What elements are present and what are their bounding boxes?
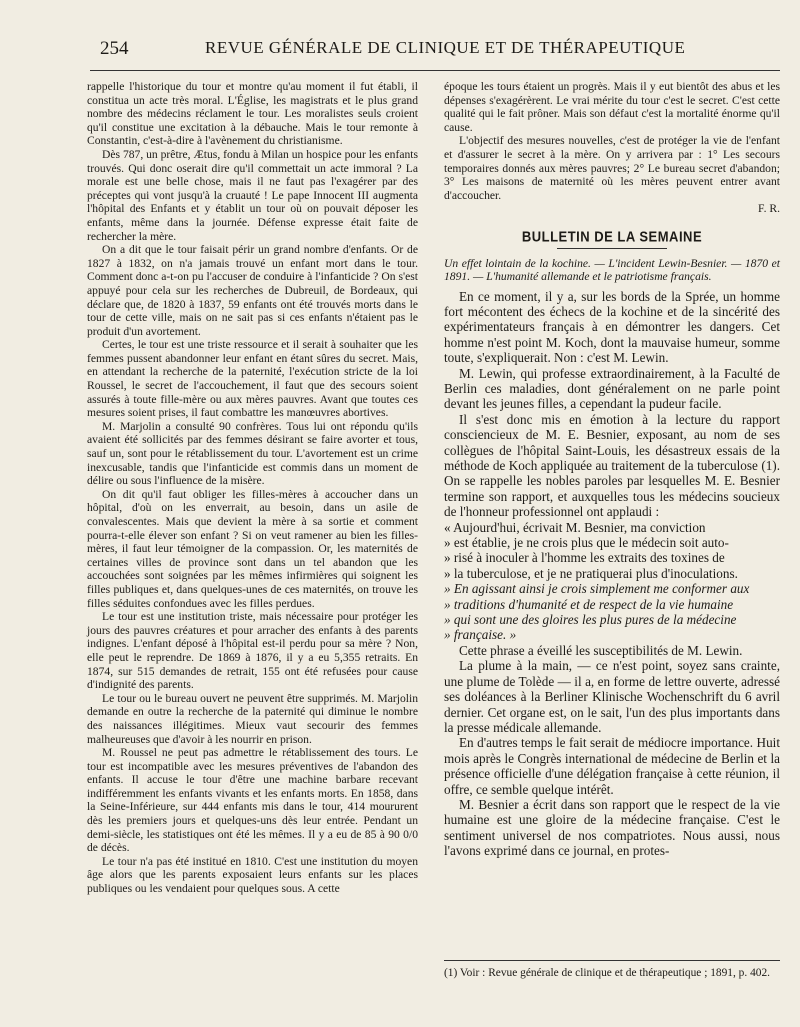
bulletin-paragraph: M. Lewin, qui professe extraordinairement, à la Faculté de Berlin ces maladies, dont généralement on ne parle point devant les jeunes filles, a cependant la pudeur facile. bbox=[444, 365, 780, 412]
quote-line: « Aujourd'hui, écrivait M. Besnier, ma conviction bbox=[444, 519, 706, 535]
bulletin-paragraph: En ce moment, il y a, sur les bords de la Sprée, un homme fort mécontent des échecs de la kochine et de la sincérité des expérimentateurs français à en démontrer les dangers. Cet homme n'est point M. Koch, dont la mauvaise humeur, somme toute, s'expliquerait. Non : c'est M. Lewin. bbox=[444, 288, 780, 366]
bulletin-subtitle: Un effet lointain de la kochine. — L'incident Lewin-Besnier. — 1870 et 1891. — L'humanité allemande et le patriotisme français. bbox=[444, 256, 780, 283]
bulletin-body bbox=[444, 289, 780, 859]
quote-line: » En agissant ainsi je crois simplement me conformer aux bbox=[444, 581, 750, 597]
body-paragraph: Dès 787, un prêtre, Ætus, fondu à Milan un hospice pour les enfants trouvés. Qui donc oserait dire qu'il commettait un acte immoral ? La morale est une belle chose, mais il ne faut pas l'exagérer par des préceptes qui vont jusqu'à la cruauté ! Le pape Innocent III augmenta l'hôpital des Enfants et y établit un tour où on pouvait déposer les enfants, même dans la journée. Défense expresse était faite de rechercher la mère. bbox=[87, 147, 418, 243]
quote-line: » traditions d'humanité et de respect de la vie humaine bbox=[444, 596, 734, 612]
bulletin-paragraph: M. Besnier a écrit dans son rapport que le respect de la vie humaine est une gloire de la médecine française. C'est le sentiment universel de nos compatriotes. Nous aussi, nous l'avons exprimé dans ce journal, en protes- bbox=[444, 796, 780, 859]
body-paragraph: rappelle l'historique du tour et montre qu'au moment il fut établi, il constitua un acte très moral. L'Église, les magistrats et le plus grand nombre des médecins réclament le tour. Les moralistes seuls croient qu'il constitue une excitation à la débauche. Mais le tour remonte à Constantin, c'est-à-dire à l'avènement du christianisme. bbox=[87, 80, 418, 148]
footnote: (1) Voir : Revue générale de clinique et de thérapeutique ; 1891, p. 402. bbox=[444, 960, 780, 980]
body-paragraph: époque les tours étaient un progrès. Mais il y eut bientôt des abus et les dépenses s'exagérèrent. Le vrai mérite du tour c'est le secret. C'est cette qualité qui le fait prôner. Mais son défaut c'est la mortalité énorme qu'il cause. bbox=[444, 80, 780, 134]
besnier-quote bbox=[444, 520, 780, 643]
right-column-top-text bbox=[444, 80, 780, 202]
body-paragraph: Le tour ou le bureau ouvert ne peuvent être supprimés. M. Marjolin demande en outre la recherche de la paternité qui diminue le nombre des naissances illégitimes. Mieux vaut secourir des femmes malheureuses que d'avoir à les nourrir en prison. bbox=[87, 691, 418, 746]
bulletin-rule bbox=[557, 248, 667, 249]
quote-line: » qui sont une des gloires les plus pures de la médecine bbox=[444, 612, 737, 628]
quote-line: » est établie, je ne crois plus que le médecin soit auto- bbox=[444, 535, 729, 551]
header-rule bbox=[90, 70, 780, 71]
quote-line: » la tuberculose, et je ne pratiquerai plus d'inoculations. bbox=[444, 565, 738, 581]
quote-line: » française. » bbox=[444, 627, 517, 643]
bulletin-paragraph: La plume à la main, — ce n'est point, soyez sans crainte, une plume de Tolède — il a, en forme de lettre ouverte, adressé ses doléances à la Berliner Klinische Wochenschrift du 6 avril dernier. Cet organe est, on le sait, l'un des plus importants dans la presse médicale allemande. bbox=[444, 658, 780, 735]
bulletin-paragraph: Il s'est donc mis en émotion à la lecture du rapport consciencieux de M. E. Besnier, exposant, au nom de ses collègues de l'hôpital Saint-Louis, les désastreux essais de la méthode de Koch appliquée au traitement de la tuberculose (1). On se rappelle les nobles paroles par lesquelles M. E. Besnier termine son rapport, et auxquelles tous les médecins soucieux de l'honneur professionnel ont applaudi : bbox=[444, 411, 780, 520]
left-column bbox=[87, 80, 418, 896]
page-header bbox=[70, 34, 780, 64]
body-paragraph: Le tour n'a pas été institué en 1810. C'est une institution du moyen âge alors que les parents exposaient leurs enfants sur les places publiques ou les vendaient pour quelques sous. A cette bbox=[87, 854, 418, 896]
quote-line: » risé à inoculer à l'homme les extraits des toxines de bbox=[444, 550, 725, 566]
journal-title: REVUE GÉNÉRALE DE CLINIQUE ET DE THÉRAPEUTIQUE bbox=[205, 38, 686, 57]
body-paragraph: Certes, le tour est une triste ressource et il serait à souhaiter que les femmes pussent abandonner leur enfant en étant sûres du secret. Mais, en attendant la recherche de la paternité, l'exécution stricte de la loi Roussel, le secret de l'accouchement, il faut que des secours soient assurés à toute fille-mère ou aux mères pauvres. Avant que toutes ces mesures soient prises, il faut combattre les manœuvres abortives. bbox=[87, 338, 418, 420]
right-column bbox=[444, 80, 780, 859]
page-number: 254 bbox=[100, 38, 129, 59]
signature: F. R. bbox=[758, 202, 780, 216]
body-paragraph: On dit qu'il faut obliger les filles-mères à accoucher dans un hôpital, d'où on les enverrait, au besoin, dans un asile de convalescentes. Mais que devient la mère à sa sortie et comment pourra-t-elle élever son enfant ? Si on veut ramener au bien les filles-mères, il faut leur témoigner de la compassion. Or, les maternités de certaines villes de province sont dans un tel abandon que les accouchées sont soignées par les mêmes infirmières qui soignent les filles publiques et, dans quelques-unes de ces maternités, on trouve les filles séduites confondues avec les filles perdues. bbox=[87, 487, 418, 610]
bulletin-paragraph: En d'autres temps le fait serait de médiocre importance. Huit mois après le Congrès international de médecine de Berlin et la présence officielle d'une délégation française à cette réunion, il offre, ce semble quelque intérêt. bbox=[444, 735, 780, 797]
bulletin-heading: BULLETIN DE LA SEMAINE bbox=[521, 228, 703, 245]
body-paragraph: Le tour est une institution triste, mais nécessaire pour protéger les jours des pauvres créatures et pour arracher des enfants à des parents indignes. L'enfant déposé à l'hôpital est-il perdu pour sa mère ? Non, elle peut le reprendre. De 1869 à 1876, il y a eu 5,355 retraits. En 1874, sur 515 demandes de retrait, 155 ont été refusées pour cause d'indignité des parents. bbox=[87, 610, 418, 692]
body-paragraph: L'objectif des mesures nouvelles, c'est de protéger la vie de l'enfant et d'assurer le secret à la mère. On y arrivera par : 1° Les secours temporaires donnés aux mères pauvres; 2° Le bureau secret d'abandon; 3° Les maisons de maternité où les mères peuvent entrer avant d'accoucher. bbox=[444, 134, 780, 202]
bulletin-paragraph: Cette phrase a éveillé les susceptibilités de M. Lewin. bbox=[459, 642, 743, 658]
body-paragraph: M. Roussel ne peut pas admettre le rétablissement des tours. Le tour est incompatible avec les mesures préventives de l'abandon des enfants. Il accuse le tour d'être une machine barbare recevant indifféremment les enfants vivants et les enfants morts. En 1858, dans la Seine-Inférieure, sur 444 enfants mis dans le tour, 414 moururent dès les premiers jours et quelques-uns dès leur entrée. Pendant un demi-siècle, les statistiques ont été les mêmes. Il y a eu de 85 à 90 0/0 de décès. bbox=[87, 746, 418, 855]
body-paragraph: On a dit que le tour faisait périr un grand nombre d'enfants. Or de 1827 à 1832, on n'a jamais trouvé un enfant mort dans le tour. Comment donc a-t-on pu l'accuser de conduire à l'infanticide ? On s'est appuyé pour cela sur les recherches de Dubreuil, de Bordeaux, qui déclare que, de 1820 à 1837, 59 enfants ont été trouvés morts dans le tour de cette ville, mais on ne sait pas si ces enfants n'étaient pas le produit d'un avortement. bbox=[87, 243, 418, 338]
body-paragraph: M. Marjolin a consulté 90 confrères. Tous lui ont répondu qu'ils avaient été sollicités par des femmes désirant se faire avorter et tous, sauf un, sont pour le rétablissement du tour. L'avortement est un crime inexcusable, tandis que l'infanticide est commis dans un moment de délire ou sous l'influence de la misère. bbox=[87, 419, 418, 488]
